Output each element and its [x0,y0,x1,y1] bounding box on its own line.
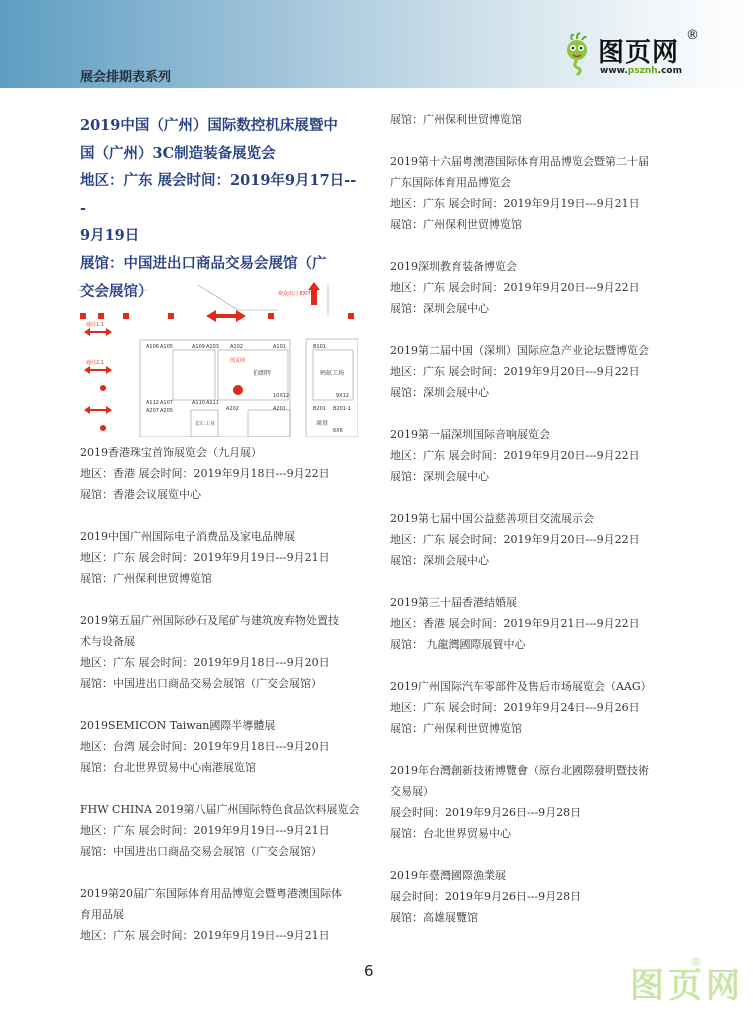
exhibition-region-time: 地区：香港 展会时间：2019年9月18日---9月22日 [80,467,330,480]
logo-url [600,66,682,76]
exhibition-region-time: 地区：台湾 展会时间：2019年9月18日---9月20日 [80,740,330,753]
exhibition-region-time: 地区：广东 展会时间：2019年9月19日---9月21日 [390,197,640,210]
exhibition-time: 展会时间：2019年9月26日---9月28日 [390,806,582,819]
plan-label: B201 [313,406,326,412]
exhibition-entry [390,424,680,487]
exhibition-entry [80,715,370,778]
exhibition-title: 2019年臺灣國際漁業展 [390,869,506,882]
exhibition-entry [80,442,370,505]
exhibition-time: 展会时间：2019年9月26日---9月28日 [390,890,582,903]
exhibition-region-time: 地区：广东 展会时间：2019年9月20日---9月22日 [390,449,640,462]
exhibition-region-time: 地区：广东 展会时间：2019年9月24日---9月26日 [390,701,640,714]
exhibition-region-time: 地区：广东 展会时间：2019年9月20日---9月22日 [390,533,640,546]
featured-line: 2019中国（广州）国际数控机床展暨中 [80,117,338,134]
plan-label: 伯朗特 [253,370,272,377]
page-number: 6 [364,962,374,980]
exhibition-list-right [390,109,680,949]
plan-label: A105 [160,344,173,350]
url-suffix: .com [657,66,682,76]
exhibition-title: 育用品展 [80,908,124,921]
registered-mark: ® [686,28,699,43]
plan-label: A106 [146,344,159,350]
featured-line: 9月19日 [80,227,140,245]
plan-label: A201 [273,406,286,412]
plan-label: B201-1 [333,406,351,412]
plan-label: A103 [206,344,219,350]
exhibition-region-time: 地区：广东 展会时间：2019年9月19日---9月21日 [80,929,330,942]
mascot-icon [562,32,592,76]
exhibition-entry [390,151,680,235]
exhibition-entry [80,799,370,862]
plan-label: 通往1.1 [86,322,104,328]
plan-label: A112 [146,400,159,406]
plan-label: 6X6 [333,428,343,434]
plan-label: 图页网 [230,358,246,364]
plan-label: A101 [273,344,286,350]
plan-label: A109 [192,344,205,350]
exhibition-venue: 展馆：台北世界贸易中心南港展览馆 [80,761,256,774]
exhibition-title: 2019第一届深圳国际音响展览会 [390,428,550,441]
plan-label: A102 [230,344,243,350]
exhibition-venue: 展馆：广州保利世贸博览馆 [390,722,522,735]
exhibition-region-time: 地区：广东 展会时间：2019年9月18日---9月20日 [80,656,330,669]
exhibition-entry [390,508,680,571]
exhibition-venue: 展馆：中国进出口商品交易会展馆（广交会展馆） [80,677,322,690]
watermark: 图页网 [630,966,744,1006]
exhibition-entry-continued [390,109,680,130]
exhibition-venue: 展馆：广州保利世贸博览馆 [390,113,522,126]
exhibition-entry [390,592,680,655]
exhibition-venue: 展馆： 九龍灣國際展貿中心 [390,638,526,651]
featured-line: 展馆：中国进出口商品交易会展馆（广 [80,254,327,272]
watermark-registered-mark: ® [690,955,702,969]
site-logo [562,28,712,80]
exhibition-title: 2019第20届广东国际体育用品博览会暨粤港澳国际体 [80,887,342,900]
exhibition-venue: 展馆：广州保利世贸博览馆 [390,218,522,231]
plan-label: 通往2.1 [86,360,104,366]
plan-label: A207 [146,408,159,414]
exhibition-title: 2019中国广州国际电子消费品及家电品牌展 [80,530,295,543]
exhibition-region-time: 地区：香港 展会时间：2019年9月21日---9月22日 [390,617,640,630]
exhibition-title: 2019年台灣創新技術博覽會（原台北國際發明暨技術 [390,764,649,777]
exhibition-title: 广东国际体育用品博览会 [390,176,511,189]
plan-label: A205 [160,408,173,414]
exhibition-venue: 展馆：深圳会展中心 [390,302,489,315]
exhibition-venue: 展馆：深圳会展中心 [390,470,489,483]
featured-line: 地区：广东 展会时间：2019年9月17日--- [80,172,357,217]
exhibition-list-left [80,442,370,967]
exhibition-title: 2019第五届广州国际砂石及尾矿与建筑废弃物处置技 [80,614,339,627]
exhibition-title: 2019第十六届粤澳港国际体育用品博览会暨第二十届 [390,155,649,168]
featured-line: 交会展馆） [80,282,153,300]
exhibition-entry [80,883,370,946]
exhibition-entry [80,526,370,589]
url-brand: psznh [627,66,658,76]
exhibition-region-time: 地区：广东 展会时间：2019年9月20日---9月22日 [390,365,640,378]
exhibition-title: 2019第七届中国公益慈善项目交流展示会 [390,512,594,525]
plan-label: A202 [226,406,239,412]
exhibition-region-time: 地区：广东 展会时间：2019年9月19日---9月21日 [80,824,330,837]
plan-label: 观众出口 EXIT [278,291,311,297]
exhibition-title: 2019深圳教育装备博览会 [390,260,517,273]
plan-label: 蚂蚁工场 [320,370,345,377]
exhibition-entry [390,865,680,928]
plan-label: A111 [206,400,219,406]
logo-text: 图页网 [598,38,680,68]
featured-exhibition [80,112,360,305]
exhibition-entry [390,256,680,319]
exhibition-venue: 展馆：高雄展覽馆 [390,911,478,924]
exhibition-region-time: 地区：广东 展会时间：2019年9月19日---9月21日 [80,551,330,564]
exhibition-venue: 展馆：中国进出口商品交易会展馆（广交会展馆） [80,845,322,858]
exhibition-venue: 展馆：香港会议展览中心 [80,488,201,501]
exhibition-venue: 展馆：广州保利世贸博览馆 [80,572,212,585]
plan-label: 9X12 [336,393,349,399]
series-title: 展会排期表系列 [80,70,172,85]
page-header-banner [0,0,753,88]
featured-line: 国（广州）3C制造装备展览会 [80,144,276,162]
exhibition-title: 2019第三十届香港结婚展 [390,596,517,609]
exhibition-title: 交易展） [390,785,434,798]
floor-plan-image [78,280,358,437]
exhibition-region-time: 地区：广东 展会时间：2019年9月20日---9月22日 [390,281,640,294]
exhibition-title: 2019香港珠宝首饰展览会（九月展） [80,446,262,459]
exhibition-title: FHW CHINA 2019第八届广州国际特色食品饮料展览会 [80,803,360,816]
exhibition-entry [390,340,680,403]
exhibition-venue: 展馆：深圳会展中心 [390,386,489,399]
plan-label: A110 [192,400,205,406]
plan-label: 10X12 [273,393,290,399]
exhibition-entry [80,610,370,694]
url-prefix: www. [600,66,628,76]
exhibition-title: 2019第二届中国（深圳）国际应急产业论坛暨博览会 [390,344,649,357]
plan-label: 商基 [316,420,329,427]
exhibition-entry [390,676,680,739]
exhibition-entry [390,760,680,844]
exhibition-venue: 展馆：深圳会展中心 [390,554,489,567]
exhibition-title: 2019SEMICON Taiwan國際半導體展 [80,719,276,732]
exhibition-venue: 展馆：台北世界贸易中心 [390,827,511,840]
exhibition-title: 2019广州国际汽车零部件及售后市场展览会（AAG） [390,680,652,693]
plan-label: A107 [160,400,173,406]
plan-label: 长仁工业 [195,421,216,427]
exhibition-title: 术与设备展 [80,635,135,648]
plan-label: B101 [313,344,326,350]
